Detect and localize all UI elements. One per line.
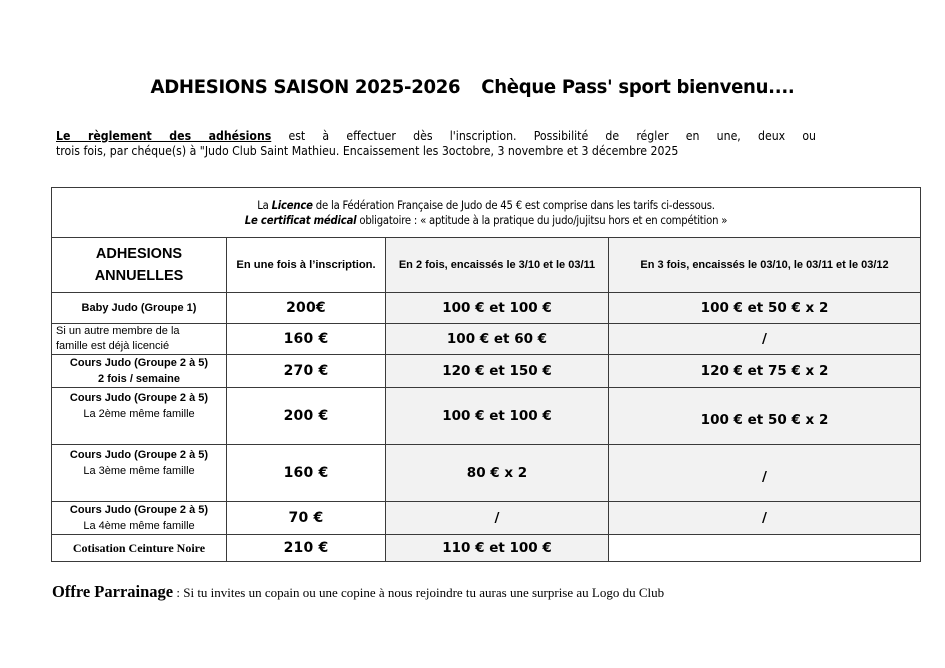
- row-label: [52, 535, 227, 562]
- header-once: En une fois à l’inscription.: [227, 238, 386, 293]
- title-main: ADHESIONS SAISON 2025-2026: [150, 76, 461, 98]
- row-label: [52, 293, 227, 324]
- table-row: [52, 355, 921, 388]
- certificat-text: obligatoire : « aptitude à la pratique du judo/jujitsu hors et en compétition »: [356, 213, 728, 227]
- row-label: [52, 388, 227, 445]
- row-label-line1: Cours Judo (Groupe 2 à 5): [69, 449, 209, 461]
- price-twice: 110 € et 100 €: [386, 535, 609, 562]
- intro-paragraph: [56, 129, 816, 159]
- price-twice: 100 € et 60 €: [386, 324, 609, 355]
- row-label-line1: Cours Judo (Groupe 2 à 5): [69, 504, 209, 516]
- price-twice: /: [386, 502, 609, 535]
- table-row: [52, 535, 921, 562]
- price-thrice: 100 € et 50 € x 2: [609, 388, 921, 445]
- intro-lead: Le règlement des adhésions: [56, 129, 272, 143]
- row-label: [52, 355, 227, 388]
- licence-em: Licence: [271, 198, 313, 212]
- intro-line2: trois fois, par chéque(s) à "Judo Club Saint Mathieu. Encaissement les 3octobre, 3 novembre et 3 décembre 2025: [56, 144, 679, 158]
- row-label-line2: La 3ème même famille: [83, 465, 195, 477]
- price-once: 210 €: [227, 535, 386, 562]
- intro-line1: est à effectuer dès l'inscription. Possibilité de régler en une, deux ou: [271, 129, 816, 143]
- footer-lead: Offre Parrainage: [52, 582, 174, 601]
- row-label: [52, 324, 227, 355]
- header-twice: En 2 fois, encaissés le 3/10 et le 03/11: [386, 238, 609, 293]
- price-once: 70 €: [227, 502, 386, 535]
- row-label: [52, 445, 227, 502]
- certificat-em: Le certificat médical: [244, 213, 357, 227]
- row-label-line2: La 2ème même famille: [83, 408, 195, 420]
- pricing-table: [51, 187, 921, 562]
- row-label-line1: Si un autre membre de la: [56, 325, 180, 337]
- price-thrice: /: [609, 502, 921, 535]
- licence-info-box: [52, 188, 921, 238]
- title-sub: Chèque Pass' sport bienvenu....: [481, 76, 795, 98]
- footer-text: : Si tu invites un copain ou une copine à nous rejoindre tu auras une surprise au Logo du Club: [173, 585, 665, 600]
- row-label-line2: famille est déjà licencié: [56, 340, 170, 352]
- page-title: [24, 76, 922, 98]
- price-twice: 100 € et 100 €: [386, 293, 609, 324]
- price-twice: 120 € et 150 €: [386, 355, 609, 388]
- table-row: [52, 324, 921, 355]
- row-label: [52, 502, 227, 535]
- price-once: 270 €: [227, 355, 386, 388]
- table-row: [52, 388, 921, 445]
- licence-text: de la Fédération Française de Judo de 45 € est comprise dans les tarifs ci-dessous.: [312, 198, 715, 212]
- header-thrice: En 3 fois, encaissés le 03/10, le 03/11 et le 03/12: [609, 238, 921, 293]
- price-thrice: /: [609, 324, 921, 355]
- price-thrice: 100 € et 50 € x 2: [609, 293, 921, 324]
- price-once: 160 €: [227, 445, 386, 502]
- table-row: [52, 293, 921, 324]
- price-thrice: [609, 535, 921, 562]
- price-thrice: 120 € et 75 € x 2: [609, 355, 921, 388]
- price-once: 200€: [227, 293, 386, 324]
- header-adhesions: [52, 238, 227, 293]
- row-label-line1: Cours Judo (Groupe 2 à 5): [69, 357, 209, 369]
- price-twice: 80 € x 2: [386, 445, 609, 502]
- price-thrice: /: [609, 445, 921, 502]
- row-label-line1: Baby Judo (Groupe 1): [81, 302, 197, 314]
- row-label-line1: Cotisation Ceinture Noire: [72, 541, 206, 555]
- table-row: [52, 445, 921, 502]
- table-row: [52, 502, 921, 535]
- header-label-line2: ANNUELLES: [94, 268, 184, 284]
- price-once: 160 €: [227, 324, 386, 355]
- parrainage-footer: [52, 582, 664, 602]
- price-twice: 100 € et 100 €: [386, 388, 609, 445]
- header-label-line1: ADHESIONS: [95, 246, 183, 262]
- row-label-line2: 2 fois / semaine: [98, 373, 180, 385]
- row-label-line2: La 4ème même famille: [83, 520, 195, 532]
- row-label-line1: Cours Judo (Groupe 2 à 5): [69, 392, 209, 404]
- licence-prefix: La: [257, 198, 272, 212]
- price-once: 200 €: [227, 388, 386, 445]
